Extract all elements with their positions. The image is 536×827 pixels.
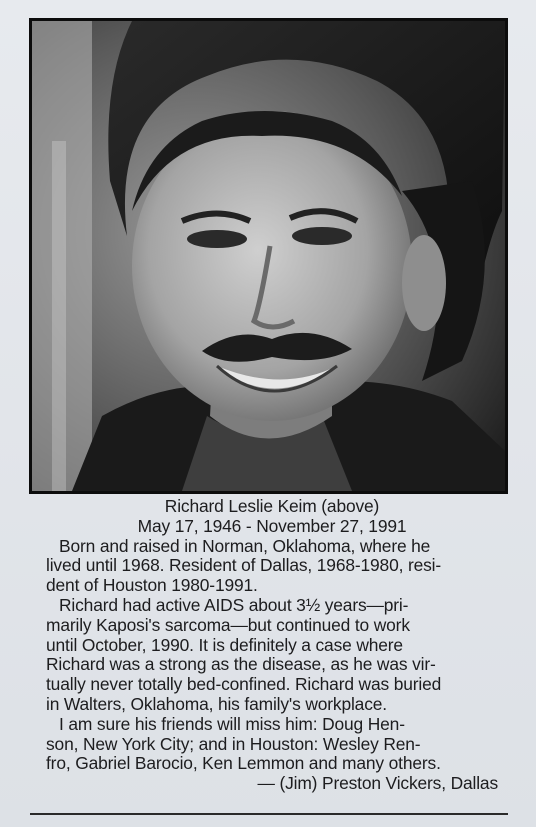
text-line: fro, Gabriel Barocio, Ken Lemmon and many others. bbox=[46, 753, 441, 774]
paragraph-friends bbox=[46, 715, 498, 774]
signature-line: — (Jim) Preston Vickers, Dallas bbox=[257, 773, 498, 794]
text-line: lived until 1968. Resident of Dallas, 1968-1980, resi- bbox=[46, 555, 442, 576]
portrait-illustration bbox=[32, 21, 505, 491]
text-line: Born and raised in Norman, Oklahoma, where he bbox=[59, 535, 431, 556]
text-line: in Walters, Oklahoma, his family's workplace. bbox=[46, 693, 387, 714]
paragraph-biography bbox=[46, 537, 498, 596]
bottom-divider bbox=[30, 813, 508, 815]
obituary-dates-line: May 17, 1946 - November 27, 1991 bbox=[137, 515, 407, 536]
text-line: Richard had active AIDS about 3½ years—pri- bbox=[59, 594, 409, 615]
text-line: dent of Houston 1980-1991. bbox=[46, 575, 258, 596]
text-line: marily Kaposi's sarcoma—but continued to work bbox=[46, 614, 410, 635]
text-line: until October, 1990. It is definitely a case where bbox=[46, 634, 403, 655]
text-line: Richard was a strong as the disease, as he was vir- bbox=[46, 654, 436, 675]
obituary-name-line: Richard Leslie Keim (above) bbox=[164, 496, 380, 516]
text-line: son, New York City; and in Houston: Wesley Ren- bbox=[46, 733, 421, 754]
text-line: I am sure his friends will miss him: Doug Hen- bbox=[59, 713, 405, 734]
paragraph-illness bbox=[46, 596, 498, 715]
obituary-text bbox=[46, 497, 498, 794]
portrait-photo bbox=[29, 18, 508, 494]
text-line: tually never totally bed-confined. Richard was buried bbox=[46, 674, 442, 695]
